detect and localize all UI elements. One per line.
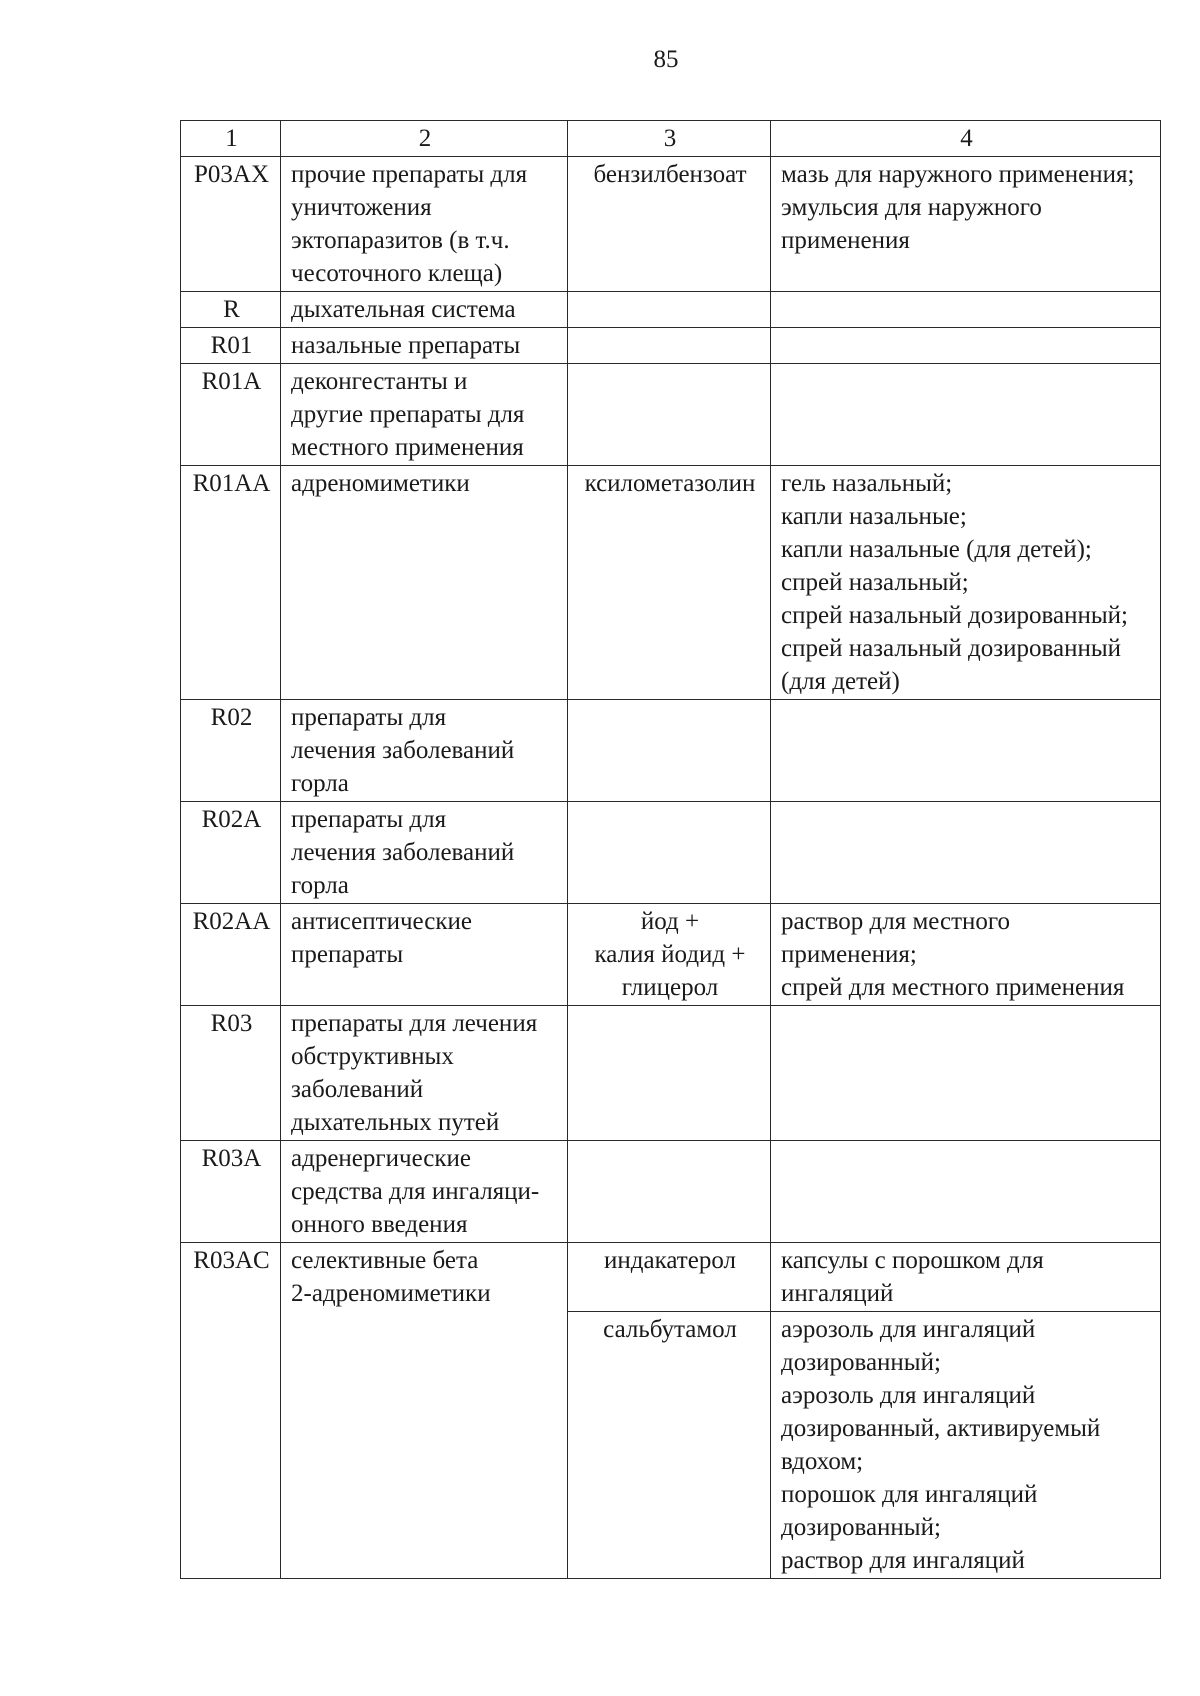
forms-cell [771, 1141, 1161, 1243]
header-cell: 4 [771, 121, 1161, 157]
group-cell-line: лечения заболеваний [291, 839, 515, 866]
drug-cell [568, 1006, 771, 1141]
drug-cell [568, 1243, 771, 1312]
group-cell-line: деконгестанты и [291, 368, 468, 395]
forms-cell [771, 1243, 1161, 1312]
forms-cell [771, 328, 1161, 364]
forms-cell-line: дозированный; [781, 1514, 941, 1541]
group-cell-line: горла [291, 770, 349, 797]
drug-table [180, 120, 1161, 1579]
group-cell [281, 364, 568, 466]
drug-cell-line: йод + [640, 908, 700, 935]
drug-cell [568, 292, 771, 328]
drug-cell [568, 1312, 771, 1579]
group-cell-line: селективные бета [291, 1247, 479, 1274]
drug-cell [568, 364, 771, 466]
group-cell-line: 2-адреномиметики [291, 1280, 491, 1307]
group-cell-line: препараты [291, 941, 404, 968]
group-cell [281, 1141, 568, 1243]
group-cell-line: онного введения [291, 1211, 468, 1238]
group-cell [281, 466, 568, 700]
forms-cell-line: раствор для ингаляций [781, 1547, 1025, 1574]
atc-code-cell: R02AA [181, 904, 281, 1006]
group-cell-line: прочие препараты для [291, 161, 528, 188]
header-row [181, 121, 1161, 157]
atc-code-cell: R03A [181, 1141, 281, 1243]
forms-cell-line: раствор для местного [781, 908, 1011, 935]
atc-code-cell: R02 [181, 700, 281, 802]
table-row [181, 700, 1161, 802]
drug-cell-line: калия йодид + [594, 941, 746, 968]
header-cell: 2 [281, 121, 568, 157]
table-row [181, 157, 1161, 292]
atc-code-cell: R01A [181, 364, 281, 466]
forms-cell-line: аэрозоль для ингаляций [781, 1382, 1036, 1409]
forms-cell-line: гель назальный; [781, 470, 953, 497]
forms-cell [771, 802, 1161, 904]
group-cell-line: лечения заболеваний [291, 737, 515, 764]
group-cell-line: адреномиметики [291, 470, 470, 497]
group-cell-line: адренергические [291, 1145, 472, 1172]
table-row [181, 904, 1161, 1006]
forms-cell-line: аэрозоль для ингаляций [781, 1316, 1036, 1343]
group-cell [281, 700, 568, 802]
forms-cell-line: дозированный; [781, 1349, 941, 1376]
group-cell [281, 157, 568, 292]
forms-cell-line: мазь для наружного применения; [781, 161, 1135, 188]
group-cell-line: уничтожения [291, 194, 432, 221]
forms-cell-line: капли назальные (для детей); [781, 536, 1092, 563]
forms-cell-line: ингаляций [781, 1280, 894, 1307]
group-cell-line: горла [291, 872, 349, 899]
forms-cell [771, 364, 1161, 466]
drug-cell [568, 802, 771, 904]
drug-cell [568, 157, 771, 292]
group-cell [281, 1006, 568, 1141]
group-cell-line: средства для ингаляци- [291, 1178, 540, 1205]
table-row [181, 802, 1161, 904]
atc-code-cell: R [181, 292, 281, 328]
group-cell-line: обструктивных [291, 1043, 454, 1070]
group-cell [281, 1243, 568, 1579]
forms-cell-line: спрей назальный; [781, 569, 969, 596]
forms-cell [771, 1006, 1161, 1141]
group-cell [281, 904, 568, 1006]
atc-code-cell: R02A [181, 802, 281, 904]
forms-cell [771, 157, 1161, 292]
forms-cell [771, 1312, 1161, 1579]
group-cell-line: антисептические [291, 908, 472, 935]
table-row [181, 1243, 1161, 1312]
drug-cell-line: индакатерол [604, 1247, 736, 1274]
table-row [181, 292, 1161, 328]
table-row [181, 328, 1161, 364]
group-cell-line: эктопаразитов (в т.ч. [291, 227, 510, 254]
group-cell-line: назальные препараты [291, 332, 521, 359]
group-cell-line: дыхательная система [291, 296, 516, 323]
group-cell-line: заболеваний [291, 1076, 424, 1103]
forms-cell [771, 700, 1161, 802]
table-row [181, 1006, 1161, 1141]
forms-cell-line: применения [781, 227, 910, 254]
group-cell [281, 328, 568, 364]
forms-cell-line: дозированный, активируемый [781, 1415, 1101, 1442]
atc-code-cell: R03AC [181, 1243, 281, 1579]
group-cell-line: препараты для [291, 806, 447, 833]
table-row [181, 364, 1161, 466]
atc-code-cell: P03AX [181, 157, 281, 292]
drug-cell [568, 328, 771, 364]
forms-cell-line: капсулы с порошком для [781, 1247, 1044, 1274]
drug-cell [568, 466, 771, 700]
forms-cell-line: спрей назальный дозированный; [781, 602, 1128, 629]
group-cell-line: препараты для лечения [291, 1010, 538, 1037]
drug-cell-line: глицерол [621, 974, 719, 1001]
atc-code-cell: R03 [181, 1006, 281, 1141]
forms-cell-line: капли назальные; [781, 503, 967, 530]
table-row [181, 1141, 1161, 1243]
group-cell-line: чесоточного клеща) [291, 260, 503, 287]
table-row [181, 466, 1161, 700]
header-cell: 3 [568, 121, 771, 157]
forms-cell-line: вдохом; [781, 1448, 864, 1475]
group-cell [281, 292, 568, 328]
forms-cell-line: (для детей) [781, 668, 900, 695]
forms-cell-line: порошок для ингаляций [781, 1481, 1038, 1508]
group-cell-line: местного применения [291, 434, 524, 461]
group-cell-line: препараты для [291, 704, 447, 731]
atc-code-cell: R01AA [181, 466, 281, 700]
drug-cell-line: бензилбензоат [593, 161, 747, 188]
forms-cell-line: спрей для местного применения [781, 974, 1125, 1001]
drug-cell-line: ксилометазолин [584, 470, 756, 497]
forms-cell-line: эмульсия для наружного [781, 194, 1042, 221]
drug-cell [568, 904, 771, 1006]
forms-cell [771, 904, 1161, 1006]
group-cell-line: другие препараты для [291, 401, 525, 428]
forms-cell [771, 466, 1161, 700]
atc-code-cell: R01 [181, 328, 281, 364]
forms-cell-line: применения; [781, 941, 917, 968]
drug-cell [568, 700, 771, 802]
drug-cell [568, 1141, 771, 1243]
header-cell: 1 [181, 121, 281, 157]
group-cell [281, 802, 568, 904]
forms-cell [771, 292, 1161, 328]
group-cell-line: дыхательных путей [291, 1109, 500, 1136]
forms-cell-line: спрей назальный дозированный [781, 635, 1122, 662]
page-number: 85 [653, 46, 679, 73]
drug-cell-line: сальбутамол [603, 1316, 737, 1343]
